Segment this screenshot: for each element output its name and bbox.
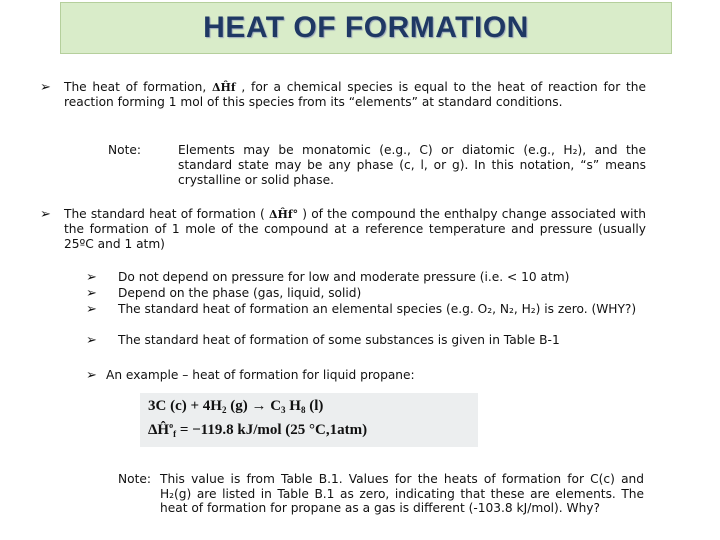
eq-h2-subscript: 2 (221, 405, 227, 415)
bullet-item: Depend on the phase (gas, liquid, solid) (118, 286, 362, 300)
p2-pre: The standard heat of formation ( (64, 207, 265, 221)
eq-liquid-phase: (l) (309, 398, 324, 414)
enthalpy-sup: o (169, 421, 174, 430)
enthalpy-sub: f (173, 429, 177, 439)
bullet-arrow-icon: ➢ (86, 270, 97, 285)
eq-c-subscript: 3 (281, 405, 286, 415)
eq-reactant-carbon: 3C (c) (148, 398, 187, 414)
paragraph-standard-heat (64, 207, 646, 252)
bullet-item: The standard heat of formation an elemental species (e.g. O₂, N₂, H₂) is zero. (WHY?) (118, 302, 637, 316)
enthalpy-symbol: ΔĤ (148, 422, 170, 438)
eq-plus-hydrogen: + 4H (190, 398, 222, 414)
note1-text: Elements may be monatomic (e.g., C) or diatomic (e.g., H₂), and the standard state may be any phase (c, l, or g). In this notation, “s” means crystalline or solid phase. (178, 143, 646, 187)
bullet-arrow-icon: ➢ (86, 286, 97, 301)
p1-post: , for a chemical species is equal to the heat of reaction for the reaction forming 1 mol of this species from its “elements” at standard conditions. (64, 80, 647, 109)
eq-arrow: → (251, 398, 267, 414)
eq-product-c: C (270, 398, 282, 414)
bullet-arrow-icon: ➢ (40, 207, 51, 222)
p1-pre: The heat of formation, (64, 80, 207, 94)
dhf0-symbol: ΔĤf° (268, 208, 299, 221)
bullet-arrow-icon: ➢ (40, 80, 51, 95)
dhf-symbol: ΔĤf (211, 81, 236, 94)
bullet-arrow-icon: ➢ (86, 302, 97, 317)
note2-text: This value is from Table B.1. Values for the heats of formation for C(c) and H₂(g) are listed in Table B.1 as zero, indicating that these are elements. The heat of formation for propane as a gas is different (-103.8 kJ/mol). Why? (160, 472, 644, 515)
note1-label: Note: (108, 143, 141, 157)
eq-product-h: H (289, 398, 301, 414)
bullet-item: The standard heat of formation of some substances is given in Table B-1 (118, 333, 560, 347)
enthalpy-equation (148, 421, 367, 439)
example-intro: An example – heat of formation for liquid propane: (106, 368, 415, 382)
bullet-item: Do not depend on pressure for low and moderate pressure (i.e. < 10 atm) (118, 270, 570, 284)
enthalpy-conditions: (25 °C,1atm) (285, 422, 368, 438)
page-title: HEAT OF FORMATION (203, 11, 529, 44)
equation-box (140, 393, 478, 447)
title-banner (60, 2, 672, 54)
eq-gas-phase: (g) (230, 398, 248, 414)
note2-label: Note: (118, 472, 151, 486)
p2-post: ) of the compound the enthalpy change associated with the formation of 1 mole of the compound at a reference temperature and pressure (usually 25ºC and 1 atm) (64, 207, 646, 251)
enthalpy-value: = −119.8 kJ/mol (179, 422, 282, 438)
reaction-equation (148, 398, 323, 415)
bullet-arrow-icon: ➢ (86, 368, 97, 383)
paragraph-heat-of-formation (64, 80, 646, 110)
bullet-arrow-icon: ➢ (86, 333, 97, 348)
eq-h-subscript: 8 (300, 405, 306, 415)
